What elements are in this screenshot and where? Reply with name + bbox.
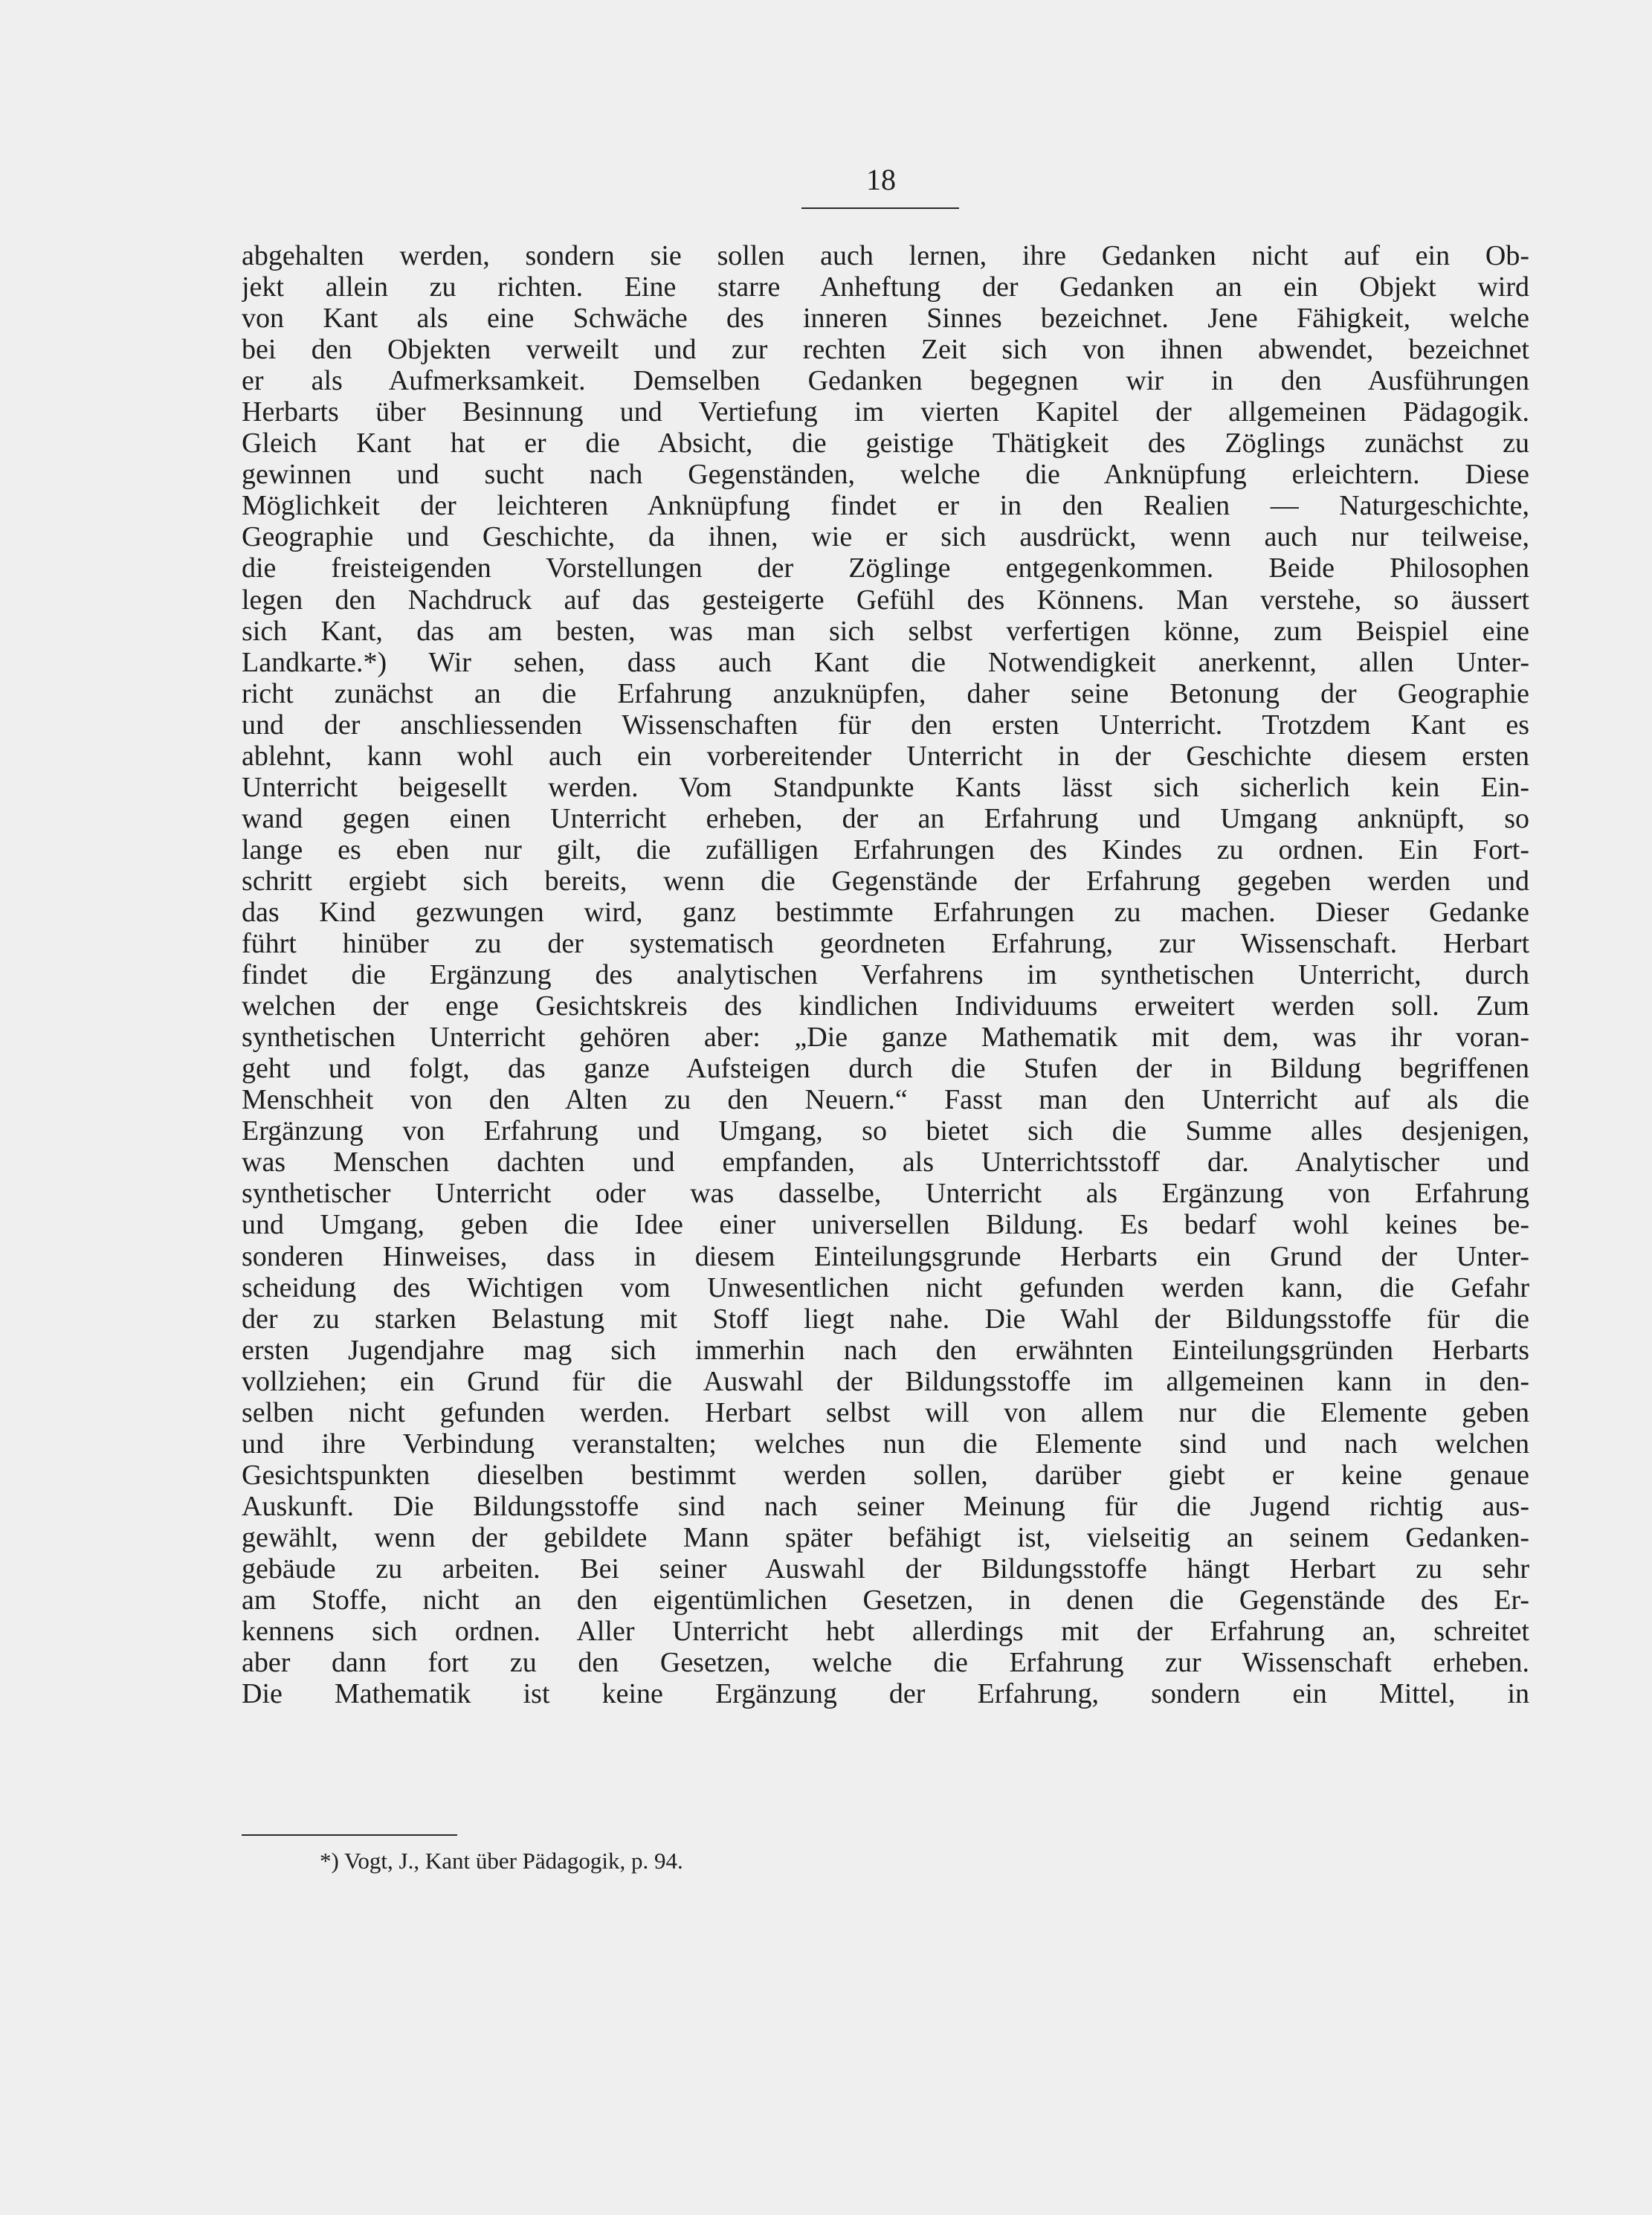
text-line: führt hinüber zu der systematisch geordneten Erfahrung, zur Wissenschaft. Herbart	[242, 928, 1529, 960]
text-line: Geographie und Geschichte, da ihnen, wie er sich ausdrückt, wenn auch nur teilweise,	[242, 521, 1529, 553]
text-line: von Kant als eine Schwäche des inneren Sinnes bezeichnet. Jene Fähigkeit, welche	[242, 303, 1529, 335]
text-line: abgehalten werden, sondern sie sollen auch lernen, ihre Gedanken nicht auf ein Ob-	[242, 240, 1529, 271]
text-line: lange es eben nur gilt, die zufälligen Erfahrungen des Kindes zu ordnen. Ein Fort-	[242, 834, 1529, 865]
text-line: das Kind gezwungen wird, ganz bestimmte Erfahrungen zu machen. Dieser Gedanke	[242, 896, 1529, 928]
body-text	[242, 240, 1529, 1709]
text-line: ablehnt, kann wohl auch ein vorbereitender Unterricht in der Geschichte diesem ersten	[242, 740, 1529, 772]
text-line: Landkarte.*) Wir sehen, dass auch Kant die Notwendigkeit anerkennt, allen Unter-	[242, 646, 1529, 678]
text-line: und der anschliessenden Wissenschaften für den ersten Unterricht. Trotzdem Kant es	[242, 709, 1529, 741]
text-line: gewinnen und sucht nach Gegenständen, welche die Anknüpfung erleichtern. Diese	[242, 459, 1529, 491]
text-line: findet die Ergänzung des analytischen Verfahrens im synthetischen Unterricht, durch	[242, 959, 1529, 991]
text-line: er als Aufmerksamkeit. Demselben Gedanken begegnen wir in den Ausführungen	[242, 365, 1529, 397]
text-line: Gleich Kant hat er die Absicht, die geistige Thätigkeit des Zöglings zunächst zu	[242, 428, 1529, 460]
header-rule	[801, 207, 959, 209]
text-line: Auskunft. Die Bildungsstoffe sind nach seiner Meinung für die Jugend richtig aus-	[242, 1490, 1529, 1522]
text-line: am Stoffe, nicht an den eigentümlichen Gesetzen, in denen die Gegenstände des Er-	[242, 1584, 1529, 1616]
text-line: Menschheit von den Alten zu den Neuern.“ Fasst man den Unterricht auf als die	[242, 1084, 1529, 1116]
footnote-rule	[242, 1834, 457, 1836]
text-line: die freisteigenden Vorstellungen der Zöglinge entgegenkommen. Beide Philosophen	[242, 552, 1529, 584]
text-line: was Menschen dachten und empfanden, als Unterrichtsstoff dar. Analytischer und	[242, 1147, 1529, 1179]
text-line: ersten Jugendjahre mag sich immerhin nach den erwähnten Einteilungsgründen Herbarts	[242, 1334, 1529, 1366]
text-line: synthetischen Unterricht gehören aber: „Die ganze Mathematik mit dem, was ihr voran-	[242, 1022, 1529, 1054]
text-line: richt zunächst an die Erfahrung anzuknüpfen, daher seine Betonung der Geographie	[242, 677, 1529, 709]
text-line: Unterricht beigesellt werden. Vom Standpunkte Kants lässt sich sicherlich kein Ein-	[242, 771, 1529, 803]
text-line: und ihre Verbindung veranstalten; welches nun die Elemente sind und nach welchen	[242, 1428, 1529, 1460]
text-line: selben nicht gefunden werden. Herbart selbst will von allem nur die Elemente geben	[242, 1396, 1529, 1428]
text-line: und Umgang, geben die Idee einer universellen Bildung. Es bedarf wohl keines be-	[242, 1209, 1529, 1241]
text-line: Herbarts über Besinnung und Vertiefung im vierten Kapitel der allgemeinen Pädagogik.	[242, 396, 1529, 428]
text-line: legen den Nachdruck auf das gesteigerte Gefühl des Könnens. Man verstehe, so äussert	[242, 584, 1529, 616]
text-line: welchen der enge Gesichtskreis des kindlichen Individuums erweitert werden soll. Zum	[242, 990, 1529, 1022]
text-line: scheidung des Wichtigen vom Unwesentlichen nicht gefunden werden kann, die Gefahr	[242, 1271, 1529, 1303]
footnote: *) Vogt, J., Kant über Pädagogik, p. 94.	[320, 1848, 683, 1874]
text-line: kennens sich ordnen. Aller Unterricht hebt allerdings mit der Erfahrung an, schreitet	[242, 1616, 1529, 1648]
text-line: bei den Objekten verweilt und zur rechten Zeit sich von ihnen abwendet, bezeichnet	[242, 334, 1529, 366]
text-line: wand gegen einen Unterricht erheben, der an Erfahrung und Umgang anknüpft, so	[242, 802, 1529, 834]
text-line: Ergänzung von Erfahrung und Umgang, so bietet sich die Summe alles desjenigen,	[242, 1115, 1529, 1147]
text-line: Möglichkeit der leichteren Anknüpfung findet er in den Realien — Naturgeschichte,	[242, 490, 1529, 522]
text-line: gewählt, wenn der gebildete Mann später befähigt ist, vielseitig an seinem Gedanken-	[242, 1521, 1529, 1553]
text-line: Die Mathematik ist keine Ergänzung der Erfahrung, sondern ein Mittel, in	[242, 1678, 1529, 1710]
text-line: jekt allein zu richten. Eine starre Anheftung der Gedanken an ein Objekt wird	[242, 271, 1529, 303]
text-line: aber dann fort zu den Gesetzen, welche die Erfahrung zur Wissenschaft erheben.	[242, 1647, 1529, 1679]
text-line: vollziehen; ein Grund für die Auswahl der Bildungsstoffe im allgemeinen kann in den-	[242, 1365, 1529, 1397]
text-line: gebäude zu arbeiten. Bei seiner Auswahl der Bildungsstoffe hängt Herbart zu sehr	[242, 1553, 1529, 1584]
text-line: sich Kant, das am besten, was man sich selbst verfertigen könne, zum Beispiel eine	[242, 615, 1529, 647]
text-line: geht und folgt, das ganze Aufsteigen durch die Stufen der in Bildung begriffenen	[242, 1053, 1529, 1085]
text-line: synthetischer Unterricht oder was dasselbe, Unterricht als Ergänzung von Erfahrung	[242, 1178, 1529, 1210]
text-line: sonderen Hinweises, dass in diesem Einteilungsgrunde Herbarts ein Grund der Unter-	[242, 1240, 1529, 1272]
page-number: 18	[866, 163, 896, 196]
text-line: schritt ergiebt sich bereits, wenn die Gegenstände der Erfahrung gegeben werden und	[242, 865, 1529, 897]
text-line: der zu starken Belastung mit Stoff liegt nahe. Die Wahl der Bildungsstoffe für die	[242, 1303, 1529, 1335]
text-line: Gesichtspunkten dieselben bestimmt werden sollen, darüber giebt er keine genaue	[242, 1459, 1529, 1491]
